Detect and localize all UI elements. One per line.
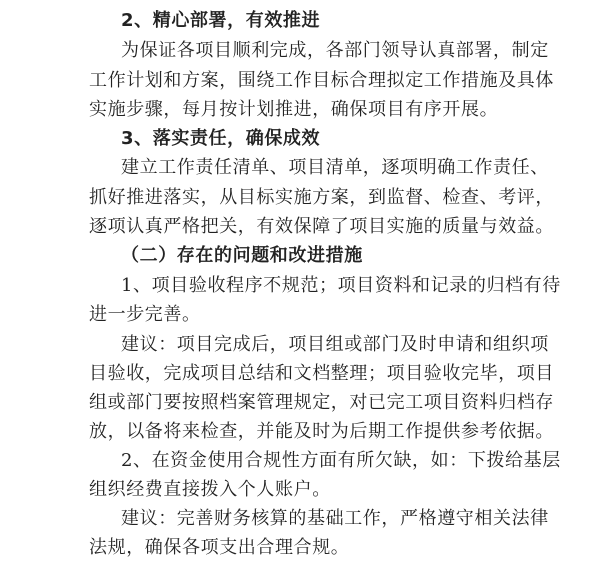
heading-line: 2、精心部署，有效推进 xyxy=(121,10,321,31)
text-line: 建立工作责任清单、项目清单，逐项明确工作责任、 xyxy=(121,157,549,178)
heading-line: 3、落实责任，确保成效 xyxy=(121,128,321,149)
text-line: 2、在资金使用合规性方面有所欠缺，如：下拨给基层 xyxy=(121,450,561,471)
text-line: 逐项认真严格把关，有效保障了项目实施的质量与效益。 xyxy=(89,216,554,237)
section-heading: （二）存在的问题和改进措施 xyxy=(121,245,363,266)
text-line: 建议：完善财务核算的基础工作，严格遵守相关法律 xyxy=(121,508,549,529)
text-line: 法规，确保各项支出合理合规。 xyxy=(89,537,350,558)
text-line: 进一步完善。 xyxy=(89,304,201,325)
text-line: 目验收，完成项目总结和文档整理；项目验收完毕，项目 xyxy=(89,363,554,384)
text-line: 实施步骤，每月按计划推进，确保项目有序开展。 xyxy=(89,99,499,120)
text-line: 为保证各项目顺利完成，各部门领导认真部署，制定 xyxy=(121,40,549,61)
text-line: 1、项目验收程序不规范；项目资料和记录的归档有待 xyxy=(121,275,561,296)
text-line: 放，以备将来检查，并能及时为后期工作提供参考依据。 xyxy=(89,421,554,442)
text-line: 组或部门要按照档案管理规定，对已完工项目资料归档存 xyxy=(89,392,554,413)
text-line: 组织经费直接拨入个人账户。 xyxy=(89,479,331,500)
text-line: 工作计划和方案，围绕工作目标合理拟定工作措施及具体 xyxy=(89,70,554,91)
text-line: 抓好推进落实，从目标实施方案，到监督、检查、考评， xyxy=(89,187,554,208)
text-line: 建议：项目完成后，项目组或部门及时申请和组织项 xyxy=(121,334,549,355)
